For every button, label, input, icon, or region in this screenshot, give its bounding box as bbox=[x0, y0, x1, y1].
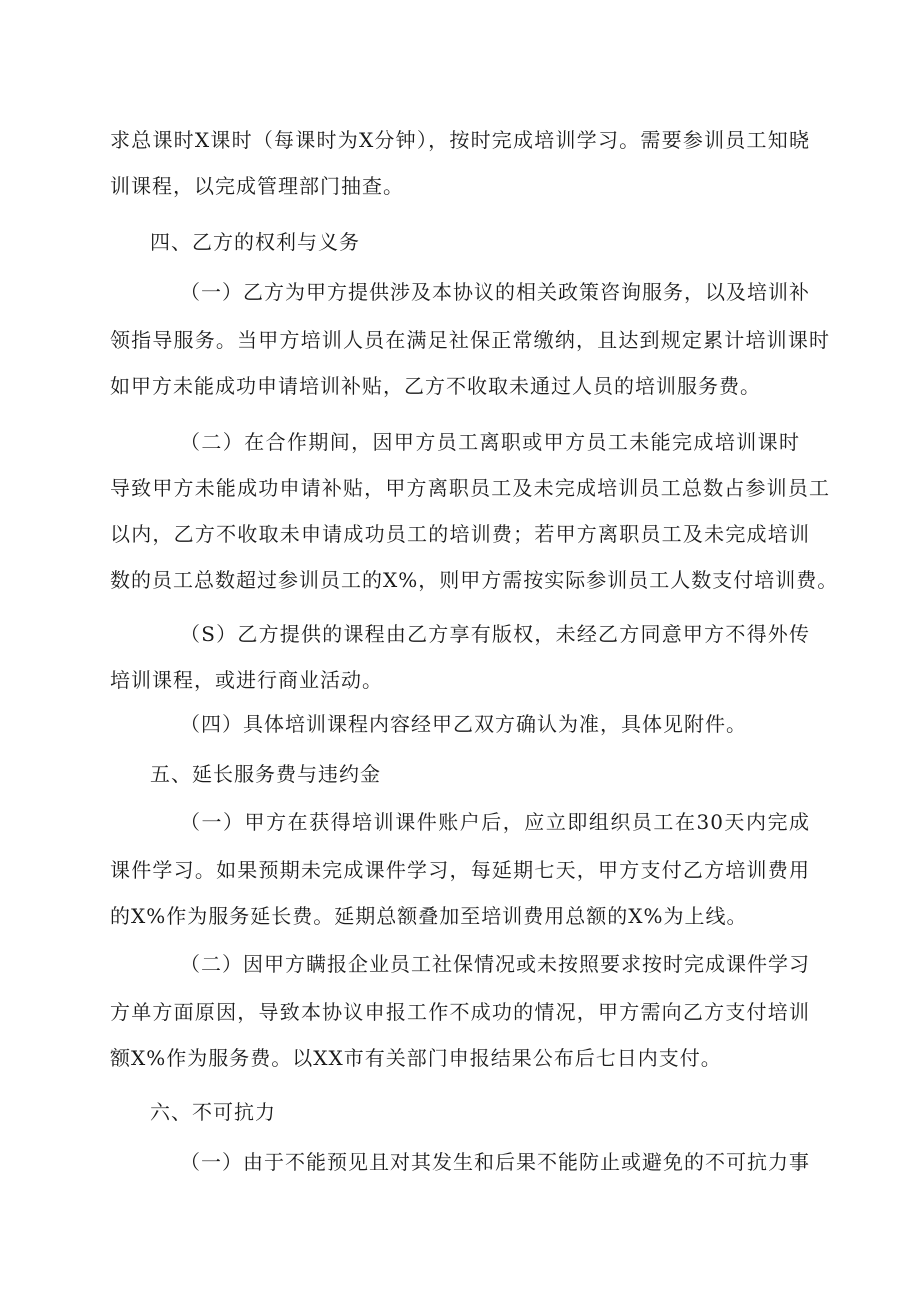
text-line bbox=[0, 658, 920, 702]
text-line bbox=[0, 848, 920, 892]
text-line bbox=[0, 612, 920, 656]
section-heading-text: 四、乙方的权利与义务 bbox=[150, 230, 360, 254]
text-line bbox=[0, 118, 920, 162]
text-line bbox=[0, 512, 920, 556]
paragraph-line: （一）由于不能预见且对其发生和后果不能防止或避免的不可抗力事 bbox=[180, 1150, 810, 1174]
text-line bbox=[0, 466, 920, 510]
paragraph-line: 求总课时X课时（每课时为X分钟），按时完成培训学习。需要参训员工知晓 bbox=[110, 128, 810, 152]
text-line bbox=[0, 702, 920, 746]
section-heading-text: 六、不可抗力 bbox=[150, 1100, 276, 1124]
text-line bbox=[0, 420, 920, 464]
text-line bbox=[0, 942, 920, 986]
paragraph-line: （一）甲方在获得培训课件账户后，应立即组织员工在30天内完成 bbox=[180, 810, 810, 834]
paragraph-line: 培训课程，或进行商业活动。 bbox=[110, 668, 383, 692]
text-line bbox=[0, 1036, 920, 1080]
section-heading-text: 五、延长服务费与违约金 bbox=[150, 762, 381, 786]
section-heading bbox=[0, 1090, 920, 1134]
text-line bbox=[0, 164, 920, 208]
paragraph-line: （二）在合作期间，因甲方员工离职或甲方员工未能完成培训课时 bbox=[180, 430, 800, 454]
text-line bbox=[0, 558, 920, 602]
paragraph-line: （S）乙方提供的课程由乙方享有版权，未经乙方同意甲方不得外传 bbox=[180, 622, 810, 646]
paragraph-line: （四）具体培训课程内容经甲乙双方确认为准，具体见附件。 bbox=[180, 712, 747, 736]
section-heading bbox=[0, 752, 920, 796]
paragraph-line: 数的员工总数超过参训员工的X%，则甲方需按实际参训员工人数支付培训费。 bbox=[110, 568, 839, 592]
paragraph-line: 的X%作为服务延长费。延期总额叠加至培训费用总额的X%为上线。 bbox=[110, 904, 748, 928]
paragraph-line: 额X%作为服务费。以XX市有关部门申报结果公布后七日内支付。 bbox=[110, 1046, 722, 1070]
paragraph-line: 以内，乙方不收取未申请成功员工的培训费；若甲方离职员工及未完成培训 bbox=[110, 522, 810, 546]
paragraph-line: 如甲方未能成功申请培训补贴，乙方不收取未通过人员的培训服务费。 bbox=[110, 374, 761, 398]
text-line bbox=[0, 1140, 920, 1184]
text-line bbox=[0, 894, 920, 938]
section-heading bbox=[0, 220, 920, 264]
paragraph-line: （二）因甲方瞒报企业员工社保情况或未按照要求按时完成课件学习 bbox=[180, 952, 810, 976]
paragraph-line: （一）乙方为甲方提供涉及本协议的相关政策咨询服务，以及培训补 bbox=[180, 280, 810, 304]
text-line bbox=[0, 800, 920, 844]
paragraph-line: 训课程，以完成管理部门抽查。 bbox=[110, 174, 404, 198]
text-line bbox=[0, 270, 920, 314]
text-line bbox=[0, 364, 920, 408]
text-line bbox=[0, 318, 920, 362]
paragraph-line: 课件学习。如果预期未完成课件学习，每延期七天，甲方支付乙方培训费用 bbox=[110, 858, 810, 882]
paragraph-line: 领指导服务。当甲方培训人员在满足社保正常缴纳，且达到规定累计培训课时 bbox=[110, 328, 830, 352]
paragraph-line: 方单方面原因，导致本协议申报工作不成功的情况，甲方需向乙方支付培训 bbox=[110, 1000, 810, 1024]
text-line bbox=[0, 990, 920, 1034]
paragraph-line: 导致甲方未能成功申请补贴，甲方离职员工及未完成培训员工总数占参训员工 bbox=[110, 476, 830, 500]
